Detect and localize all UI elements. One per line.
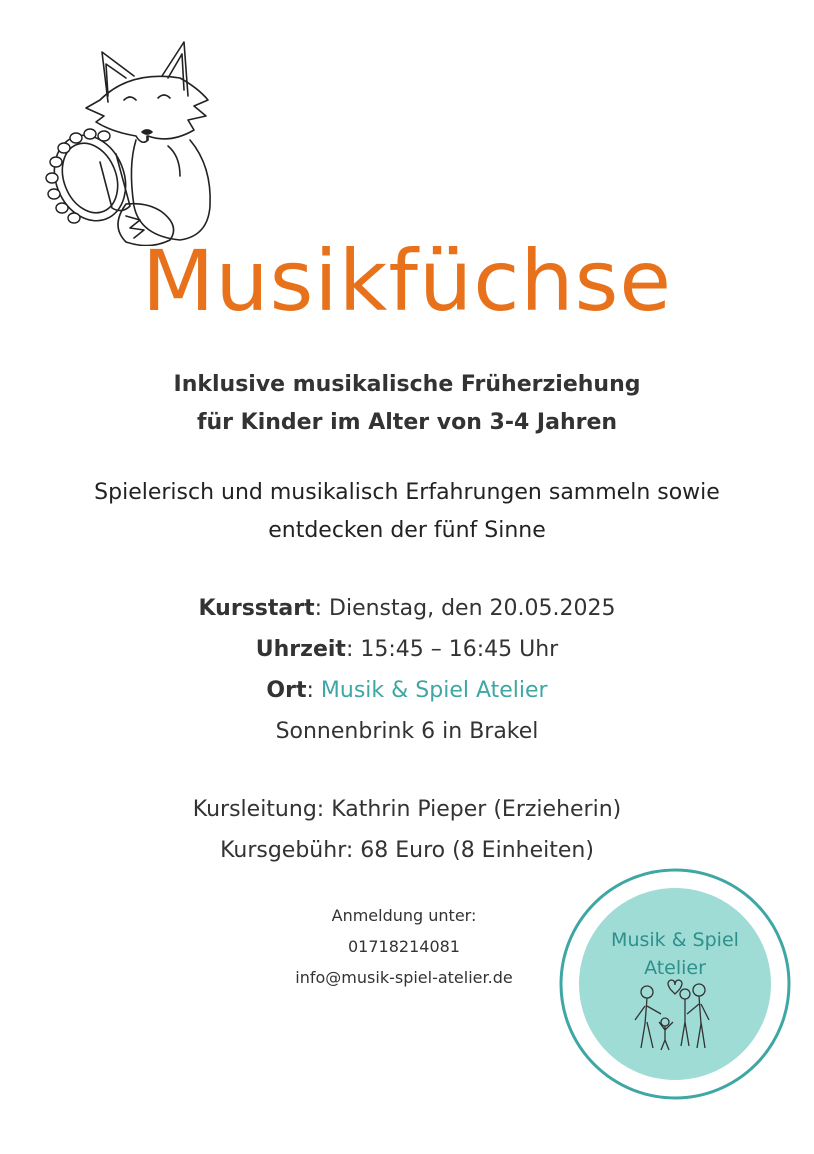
course-details xyxy=(0,588,814,752)
description-line-1: Spielerisch und musikalisch Erfahrungen sammeln sowie xyxy=(94,480,720,505)
course-time-label: Uhrzeit xyxy=(255,637,346,662)
contact-phone: 01718214081 xyxy=(348,937,460,956)
atelier-logo xyxy=(553,862,798,1107)
page-title: Musikfüchse xyxy=(141,232,673,330)
course-place-label: Ort xyxy=(266,678,307,703)
fox-tambourine-illustration xyxy=(30,36,230,246)
course-start-row xyxy=(0,588,814,629)
course-fee: Kursgebühr: 68 Euro (8 Einheiten) xyxy=(220,838,594,863)
course-time-value: : 15:45 – 16:45 Uhr xyxy=(345,637,559,662)
contact-block xyxy=(254,900,554,993)
course-fees xyxy=(0,789,814,871)
description xyxy=(0,474,814,550)
course-leader: Kursleitung: Kathrin Pieper (Erzieherin) xyxy=(192,797,622,822)
logo-text-line-1: Musik & Spiel xyxy=(611,929,739,951)
description-line-2: entdecken der fünf Sinne xyxy=(268,518,546,543)
contact-email: info@musik-spiel-atelier.de xyxy=(295,968,513,987)
course-place-value: Musik & Spiel Atelier xyxy=(320,678,548,703)
logo-text-line-2: Atelier xyxy=(644,957,706,979)
subtitle-line-1: Inklusive musikalische Früherziehung xyxy=(173,372,641,397)
course-place-separator: : xyxy=(306,678,321,703)
subtitle-line-2: für Kinder im Alter von 3-4 Jahren xyxy=(196,410,618,435)
course-time-row xyxy=(0,629,814,670)
course-address: Sonnenbrink 6 in Brakel xyxy=(275,719,539,744)
course-start-value: : Dienstag, den 20.05.2025 xyxy=(314,596,616,621)
contact-label: Anmeldung unter: xyxy=(331,906,477,925)
subtitle xyxy=(0,366,814,442)
course-start-label: Kursstart xyxy=(198,596,315,621)
course-place-row xyxy=(0,670,814,711)
